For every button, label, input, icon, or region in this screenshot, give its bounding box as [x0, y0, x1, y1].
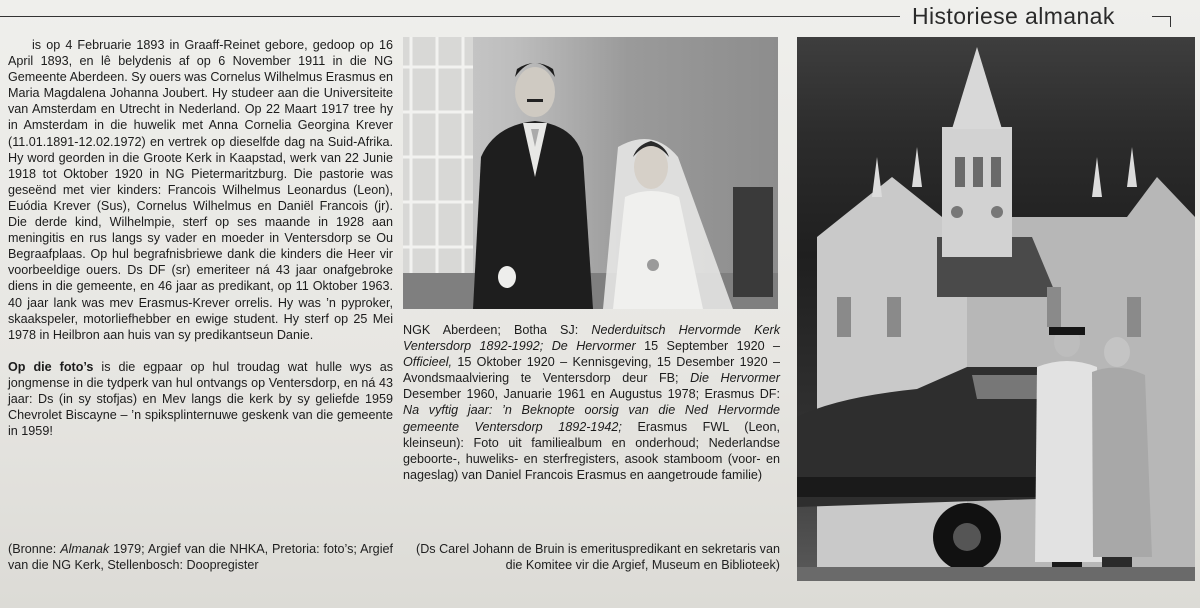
author-note — [403, 541, 780, 573]
source-text: NGK Aberdeen; Botha SJ: — [403, 323, 592, 337]
bronne-paragraph — [8, 541, 393, 573]
source-text: 15 Oktober 1920 – Kennisgeving, 15 Desember 1920 – Avondsmaalviering te Ventersdorp deur FB; — [403, 355, 780, 386]
bronne-prefix: (Bronne: — [8, 542, 61, 556]
bronne-title: Almanak — [60, 542, 110, 556]
sources-paragraph — [403, 322, 780, 483]
wedding-photo — [403, 37, 778, 309]
church-car-photo — [797, 37, 1195, 581]
sources-column — [403, 322, 780, 483]
section-title: Historiese almanak — [912, 3, 1115, 29]
photo-caption-lead: Op die foto’s — [8, 359, 94, 374]
header-bracket — [1152, 16, 1171, 27]
source-title: Die Hervormer — [690, 371, 780, 386]
source-text: Erasmus FWL (Leon, kleinseun): Foto uit familiealbum en onderhoud; Nederlandse geboorte-, huweliks- en sterfregisters, asook stamboom (voor- en nageslag) van Daniel Francois Erasmus en aangetroude familie) — [403, 419, 780, 482]
author-paragraph: (Ds Carel Johann de Bruin is emerituspredikant en sekretaris van die Komitee vir die Argief, Museum en Biblioteek) — [416, 542, 780, 572]
biography-paragraph: is op 4 Februarie 1893 in Graaff-Reinet gebore, gedoop op 16 April 1893, en lê belydenis af op 6 November 1911 in die NG Gemeente Aberdeen. Sy ouers was Cornelus Wilhelmus Erasmus en Maria Magdalena Johanna Joubert. Hy studeer aan die Universiteite van Amsterdam en Utrecht in Nederland. Op 22 Maart 1917 tree hy in Amsterdam in die huwelik met Anna Cornelia Georgina Krever (11.01.1891-12.02.1972) en vertrek op dieselfde dag na Suid-Afrika. Hy word georden in die Groote Kerk in Kaapstad, werk van 22 Junie 1918 tot Oktober 1920 in NG Pietermaritzburg. Die pastorie was geseënd met vier kinders: Francois Wilhelmus Leonardus (Leon), Euódia Krever (Sus), Cornelus Wilhelmus en Daniël Francois (jr). Die derde kind, Wilhelmpie, sterf op ses maande in 1928 aan meningitis en rus langs sy vader en moeder in Ventersdorp se Ou Begraafplaas. Op hul begrafnisbriewe dank die kinders die Heer vir voorbeeldige ouers. Ds DF (sr) emeriteer ná 43 jaar onafgebroke diens in die gemeente, en 46 jaar as predikant, op 11 Oktober 1963. 40 jaar lank was mev Erasmus-Krever orrelis. Hy was ’n pyproker, skaakspeler, motorliefhebber en ewige student. Hy sterf op 25 Mei 1978 in Heilbron aan huis van sy predikantseun Danie. — [8, 38, 393, 342]
bronne-text: 1979; Argief van die NHKA, Pretoria: foto’s; Argief van die NG Kerk, Stellenbosch: Doopregister — [8, 542, 393, 572]
bronne-note — [8, 541, 393, 573]
source-text: Desember 1960, Januarie 1961 en Augustus 1978; Erasmus DF: — [403, 387, 780, 402]
source-title: Nederduitsch Hervormde Kerk Ventersdorp 1892-1992; De Hervormer — [403, 323, 780, 354]
header-rule — [0, 16, 900, 17]
source-text: 15 September 1920 — [635, 339, 773, 354]
source-title: Na vyftig jaar: ’n Beknopte oorsig van die Ned Hervormde gemeente Ventersdorp 1892-1942; — [403, 403, 780, 434]
source-title: – Officieel, — [403, 339, 781, 370]
article-column-1 — [8, 37, 393, 439]
photo-caption-paragraph — [8, 359, 393, 439]
photo-caption-text: is die egpaar op hul troudag wat hulle wys as jongmense in die tydperk van hul ontvangs op Ventersdorp, en ná 43 jaar: Ds (in sy stofjas) en Mev langs die kerk by sy geliefde 1959 Chevrolet Biscayne – ’n spiksplinternuwe geskenk van die gemeente in 1959! — [8, 359, 393, 439]
